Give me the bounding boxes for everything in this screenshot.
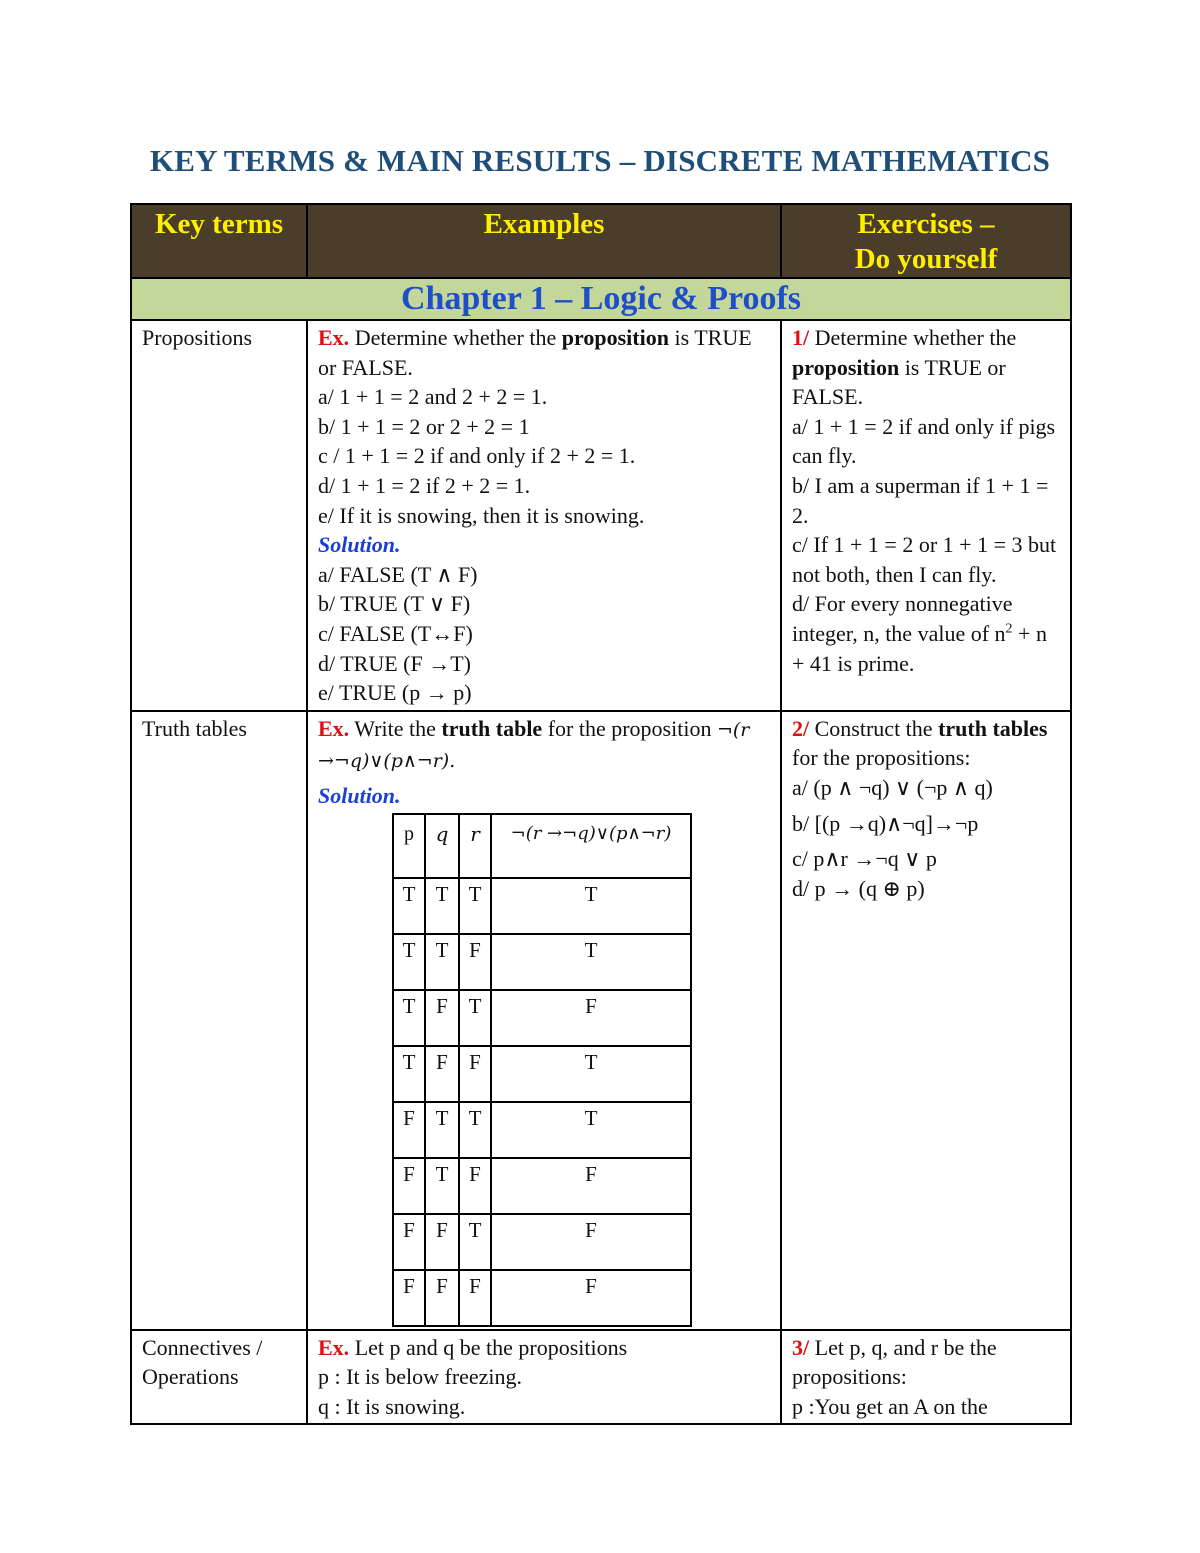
term-propositions: Propositions: [131, 320, 307, 711]
truth-cell: F: [459, 1046, 491, 1102]
truth-cell: F: [459, 934, 491, 990]
exercise-item: p :You get an A on the: [792, 1393, 988, 1419]
table-row-propositions: [131, 320, 1071, 711]
ex-bold: proposition: [561, 325, 669, 350]
truth-table-header: [393, 814, 691, 878]
solution-item: d/ TRUE (F →T): [318, 650, 471, 676]
truth-cell: F: [491, 1270, 691, 1326]
truth-cell: F: [425, 990, 459, 1046]
truth-table-header-cell: r: [459, 814, 491, 878]
truth-cell: T: [393, 990, 425, 1046]
truth-table-header-cell: q: [425, 814, 459, 878]
truth-cell: T: [425, 1158, 459, 1214]
truth-cell: T: [393, 1046, 425, 1102]
table-row-truth-tables: [131, 711, 1071, 1330]
exercise-intro: [792, 323, 1061, 412]
exercise-item: c/ p∧r →¬q ∨ p: [792, 846, 937, 872]
table-header-row: [131, 204, 1071, 278]
solution-label: Solution.: [318, 532, 401, 558]
exercise-number: 1/: [792, 325, 810, 350]
exercise-item: d/ p → (q ⊕ p): [792, 875, 925, 901]
truth-cell: F: [491, 990, 691, 1046]
list-item: d/ 1 + 1 = 2 if 2 + 2 = 1.: [318, 472, 531, 498]
superscript: 2: [1005, 621, 1013, 637]
truth-cell: T: [459, 878, 491, 934]
truth-table: [392, 813, 692, 1327]
page-title: KEY TERMS & MAIN RESULTS – DISCRETE MATHEMATICS: [149, 143, 1051, 178]
solution-item: b/ TRUE (T ∨ F): [318, 591, 471, 617]
truth-table-row: [393, 934, 691, 990]
exercise-text: + n + 41 is prime.: [792, 620, 1047, 676]
header-key-terms: Key terms: [131, 204, 307, 278]
ex-text: Determine whether the: [349, 325, 562, 350]
solution-item: e/ TRUE (p → p): [318, 680, 472, 706]
formula: ¬(r →¬q)∨(p∧¬r).: [318, 718, 750, 773]
exercise-bold: proposition: [792, 354, 900, 380]
truth-table-row: [393, 878, 691, 934]
header-exercises: [781, 204, 1071, 278]
ex-label: Ex.: [318, 325, 350, 350]
truth-cell: F: [491, 1158, 691, 1214]
exercise-truth-tables: [781, 711, 1071, 1330]
list-item: a/ 1 + 1 = 2 and 2 + 2 = 1.: [318, 384, 548, 410]
exercise-text: Construct the: [809, 715, 939, 741]
truth-cell: T: [491, 878, 691, 934]
exercise-text: d/ For every nonnegative integer, n, the value of n: [792, 591, 1013, 646]
truth-table-row: [393, 1214, 691, 1270]
truth-table-row: [393, 1158, 691, 1214]
ex-label: Ex.: [318, 1334, 350, 1360]
truth-table-header-cell: p: [393, 814, 425, 878]
exercise-item: a/ 1 + 1 = 2 if and only if pigs can fly.: [792, 413, 1056, 469]
truth-cell: F: [393, 1270, 425, 1326]
chapter-row: [131, 278, 1071, 320]
exercise-item: a/ (p ∧ ¬q) ∨ (¬p ∧ q): [792, 774, 993, 800]
truth-table-row: [393, 1270, 691, 1326]
truth-cell: F: [393, 1214, 425, 1270]
exercise-text: Determine whether the: [809, 325, 1017, 350]
header-exercises-line2: Do yourself: [854, 243, 998, 275]
exercise-item: b/ I am a superman if 1 + 1 = 2.: [792, 472, 1049, 528]
truth-cell: F: [425, 1270, 459, 1326]
truth-cell: T: [491, 934, 691, 990]
term-truth-tables: Truth tables: [131, 711, 307, 1330]
exercise-bold: truth tables: [938, 715, 1048, 741]
header-examples: Examples: [307, 204, 781, 278]
exercise-intro: [792, 1333, 1061, 1392]
exercise-item: [792, 589, 1061, 678]
exercise-propositions: [781, 320, 1071, 711]
exercise-item: c/ If 1 + 1 = 2 or 1 + 1 = 3 but not both, then I can fly.: [792, 532, 1057, 587]
chapter-title: Chapter 1 – Logic & Proofs: [131, 278, 1071, 320]
exercise-item: b/ [(p →q)∧¬q]→¬p: [792, 810, 979, 836]
truth-cell: T: [393, 878, 425, 934]
list-item: b/ 1 + 1 = 2 or 2 + 2 = 1: [318, 413, 530, 439]
exercise-connectives: [781, 1330, 1071, 1425]
truth-table-header-cell: ¬(r →¬q)∨(p∧¬r): [491, 814, 691, 878]
exercise-text: Let p, q, and r be the propositions:: [792, 1334, 997, 1390]
ex-text: Write the: [349, 715, 442, 741]
truth-cell: T: [491, 1046, 691, 1102]
example-connectives: [307, 1330, 781, 1425]
truth-cell: T: [459, 1214, 491, 1270]
header-exercises-line1: Exercises –: [857, 208, 995, 240]
truth-cell: F: [393, 1158, 425, 1214]
truth-table-row: [393, 1046, 691, 1102]
list-item: e/ If it is snowing, then it is snowing.: [318, 502, 645, 528]
exercise-number: 2/: [792, 715, 810, 741]
truth-cell: T: [491, 1102, 691, 1158]
list-item: p : It is below freezing.: [318, 1364, 523, 1390]
exercise-text: for the propositions:: [792, 745, 971, 771]
list-item: c / 1 + 1 = 2 if and only if 2 + 2 = 1.: [318, 443, 636, 469]
solution-label: Solution.: [318, 782, 401, 808]
table-row-connectives: [131, 1330, 1071, 1425]
example-truth-tables: [307, 711, 781, 1330]
example-intro: [318, 714, 771, 777]
ex-text: for the proposition: [542, 715, 717, 741]
truth-cell: F: [425, 1214, 459, 1270]
truth-cell: T: [425, 878, 459, 934]
truth-cell: F: [425, 1046, 459, 1102]
truth-cell: F: [459, 1158, 491, 1214]
truth-cell: F: [393, 1102, 425, 1158]
truth-table-row: [393, 990, 691, 1046]
solution-item: c/ FALSE (T↔F): [318, 620, 473, 646]
truth-cell: T: [393, 934, 425, 990]
exercise-intro: [792, 714, 1061, 773]
exercise-text: is TRUE or FALSE.: [792, 354, 1006, 410]
term-connectives: Connectives / Operations: [131, 1330, 307, 1425]
example-intro: [318, 323, 771, 382]
truth-cell: F: [459, 1270, 491, 1326]
ex-label: Ex.: [318, 715, 350, 741]
truth-cell: T: [425, 1102, 459, 1158]
exercise-number: 3/: [792, 1334, 810, 1360]
truth-cell: T: [459, 1102, 491, 1158]
truth-cell: F: [491, 1214, 691, 1270]
example-intro: [318, 1333, 771, 1363]
key-terms-table: [130, 203, 1072, 1425]
ex-bold: truth table: [441, 715, 543, 741]
truth-cell: T: [425, 934, 459, 990]
solution-item: a/ FALSE (T ∧ F): [318, 561, 478, 587]
truth-cell: T: [459, 990, 491, 1046]
ex-text: is TRUE or FALSE.: [318, 325, 752, 380]
list-item: q : It is snowing.: [318, 1393, 466, 1419]
example-propositions: [307, 320, 781, 711]
truth-table-row: [393, 1102, 691, 1158]
ex-text: Let p and q be the propositions: [349, 1334, 628, 1360]
